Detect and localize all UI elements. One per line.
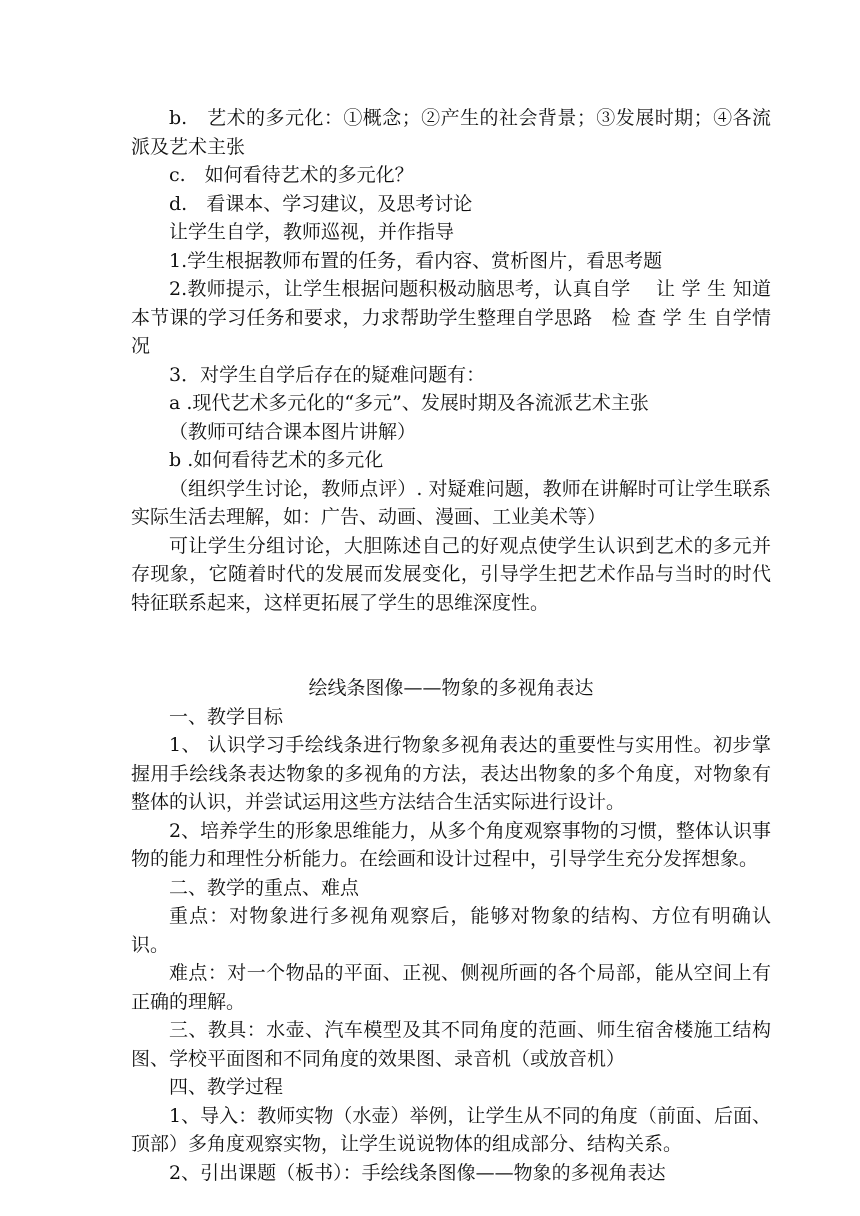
step-3: 3．对学生自学后存在的疑难问题有： xyxy=(169,363,486,386)
section-gap xyxy=(131,617,771,674)
document-page xyxy=(131,104,771,1187)
item-b: b. 艺术的多元化：①概念；②产生的社会背景；③发展时期；④各流派及艺术主张 xyxy=(131,107,771,158)
self-study-line: 让学生自学，教师巡视，并作指导 xyxy=(169,221,455,243)
question-b: b .如何看待艺术的多元化 xyxy=(169,449,384,471)
closing-paragraph: 可让学生分组讨论，大胆陈述自己的好观点使学生认识到艺术的多元并存现象，它随着时代的发展而发展变化，引导学生把艺术作品与当时的时代特征联系起来，这样更拓展了学生的思维深度性。 xyxy=(131,534,771,614)
process-heading: 四、教学过程 xyxy=(169,1076,284,1098)
item-c: c. 如何看待艺术的多元化？ xyxy=(169,164,414,186)
process-2: 2、引出课题（板书）：手绘线条图像——物象的多视角表达 xyxy=(169,1161,666,1184)
key-point: 重点：对物象进行多视角观察后，能够对物象的结构、方位有明确认识。 xyxy=(131,905,771,956)
item-d: d. 看课本、学习建议，及思考讨论 xyxy=(169,192,473,215)
lesson-title: 绘线条图像——物象的多视角表达 xyxy=(308,677,594,699)
teaching-tools: 三、教具：水壶、汽车模型及其不同角度的范画、师生宿舍楼施工结构图、学校平面图和不同角度的效果图、录音机（或放音机） xyxy=(131,1019,771,1070)
question-a-note: （教师可结合课本图片讲解） xyxy=(169,420,417,443)
keys-heading: 二、教学的重点、难点 xyxy=(169,876,360,899)
process-1: 1、导入：教师实物（水壶）举例，让学生从不同的角度（前面、后面、顶部）多角度观察实物，让学生说说物体的组成部分、结构关系。 xyxy=(131,1104,771,1155)
goal-2: 2、培养学生的形象思维能力，从多个角度观察事物的习惯，整体认识事物的能力和理性分析能力。在绘画和设计过程中，引导学生充分发挥想象。 xyxy=(131,819,771,870)
question-a: a .现代艺术多元化的“多元”、发展时期及各流派艺术主张 xyxy=(169,392,649,414)
question-b-note: （组织学生讨论，教师点评）. 对疑难问题，教师在讲解时可让学生联系实际生活去理解，如：广告、动画、漫画、工业美术等） xyxy=(131,477,771,528)
goal-1: 1、 认识学习手绘线条进行物象多视角表达的重要性与实用性。初步掌握用手绘线条表达物象的多视角的方法，表达出物象的多个角度，对物象有整体的认识，并尝试运用这些方法结合生活实际进行设计。 xyxy=(131,734,771,813)
difficult-point: 难点：对一个物品的平面、正视、侧视所画的各个局部，能从空间上有正确的理解。 xyxy=(131,962,771,1013)
step-2: 2.教师提示，让学生根据问题积极动脑思考，认真自学 让 学 生 知道本节课的学习任务和要求，力求帮助学生整理自学思路 检 查 学 生 自学情况 xyxy=(131,278,771,357)
step-1: 1.学生根据教师布置的任务，看内容、赏析图片，看思考题 xyxy=(169,249,663,272)
goals-heading: 一、教学目标 xyxy=(169,705,284,728)
